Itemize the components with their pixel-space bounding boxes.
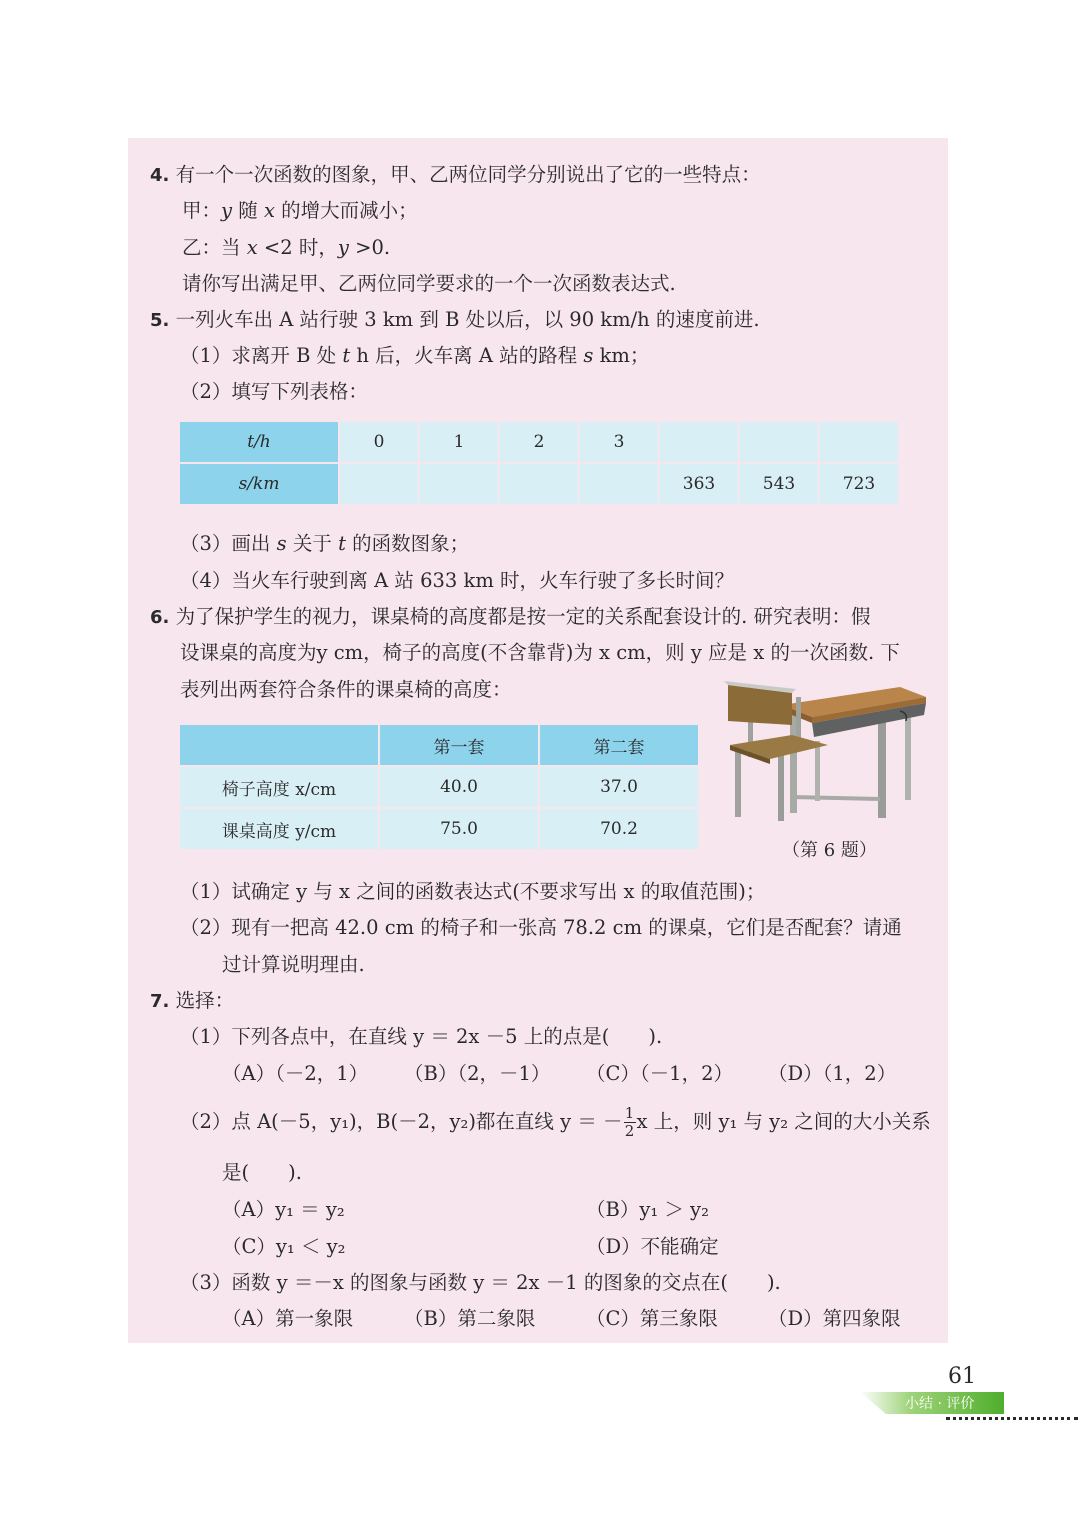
q7-p1-option-a: （A）（－2，1） (222, 1062, 369, 1085)
q7-part2: （2）点 A(－5，y₁)，B(－2，y₂)都在直线 y ＝ － $\frac{1}{2}$ x 上，则 y₁ 与 y₂ 之间的大小关系 (180, 1104, 931, 1140)
q5-part1: （1）求离开 B 处 t h 后，火车离 A 站的路程 s km； (180, 344, 650, 367)
table-cell: 543 (739, 463, 819, 505)
table-cell: 70.2 (539, 808, 698, 850)
q6-line3: 表列出两套符合条件的课桌椅的高度： (180, 678, 512, 701)
q7-p3-option-b: （B）第二象限 (404, 1307, 536, 1330)
fraction-one-half: $\frac{1}{2}$ (624, 1104, 635, 1140)
figure-caption: （第 6 题） (782, 840, 877, 861)
table-cell (579, 463, 659, 505)
q5-line1: 5. 一列火车出 A 站行驶 3 km 到 B 处以后，以 90 km/h 的速度前进. (150, 308, 760, 331)
q6-col2-header: 第二套 (539, 725, 698, 766)
page-number: 61 (948, 1364, 976, 1389)
table-cell (419, 463, 499, 505)
q5-part4: （4）当火车行驶到离 A 站 633 km 时，火车行驶了多长时间？ (180, 569, 735, 592)
q7-p2-option-b: （B）y₁ ＞ y₂ (586, 1198, 709, 1221)
table-cell (739, 422, 819, 463)
q6-row1-label: 椅子高度 x/cm (180, 766, 379, 808)
q7-part2-cont: 是( ). (222, 1161, 302, 1184)
q5-row1-header: t/h (180, 422, 339, 463)
q6-col1-header: 第一套 (379, 725, 539, 766)
q7-p3-option-c: （C）第三象限 (586, 1307, 718, 1330)
q5-part2: （2）填写下列表格： (180, 380, 368, 403)
table-row (180, 725, 698, 766)
q6-row2-label: 课桌高度 y/cm (180, 808, 379, 850)
table-cell (499, 463, 579, 505)
table-cell: 1 (419, 422, 499, 463)
table-cell (819, 422, 898, 463)
desk-chair-illustration (720, 675, 930, 825)
q7-part3: （3）函数 y ＝－x 的图象与函数 y ＝ 2x －1 的图象的交点在( ). (180, 1271, 781, 1294)
table-row (180, 808, 698, 850)
q7-p3-option-a: （A）第一象限 (222, 1307, 354, 1330)
q7-p2-option-a: （A）y₁ ＝ y₂ (222, 1198, 345, 1221)
q4-jia: 甲：y 随 x 的增大而减小； (182, 199, 418, 222)
q7-title: 7. 选择： (150, 989, 235, 1012)
q7-part1: （1）下列各点中，在直线 y ＝ 2x －5 上的点是( ). (180, 1025, 663, 1048)
q7-p2-option-d: （D）不能确定 (586, 1235, 719, 1258)
footer-dotted-line (946, 1417, 1078, 1420)
q6-part2-cont: 过计算说明理由. (222, 953, 365, 976)
q5-part3: （3）画出 s 关于 t 的函数图象； (180, 532, 470, 555)
q6-line1: 6. 为了保护学生的视力，课桌椅的高度都是按一定的关系配套设计的. 研究表明：假 (150, 605, 871, 628)
table-cell: 0 (339, 422, 419, 463)
q6-part1: （1）试确定 y 与 x 之间的函数表达式(不要求写出 x 的取值范围)； (180, 880, 766, 903)
q4-line4: 请你写出满足甲、乙两位同学要求的一个一次函数表达式. (182, 272, 676, 295)
table-cell: 75.0 (379, 808, 539, 850)
table-cell: 37.0 (539, 766, 698, 808)
q7-p3-option-d: （D）第四象限 (768, 1307, 901, 1330)
q6-line2: 设课桌的高度为y cm，椅子的高度(不含靠背)为 x cm，则 y 应是 x 的一次函数. 下 (180, 641, 900, 664)
table-row (180, 422, 898, 463)
q6-table (180, 725, 698, 851)
q5-table (180, 422, 898, 506)
q7-p1-option-b: （B）（2，－1） (404, 1062, 551, 1085)
table-header-empty (180, 725, 379, 766)
table-row (180, 766, 698, 808)
table-cell (339, 463, 419, 505)
q4-line1: 4. 有一个一次函数的图象，甲、乙两位同学分别说出了它的一些特点： (150, 163, 761, 186)
section-tag: 小结 · 评价 (905, 1396, 975, 1412)
q5-row2-header: s/km (180, 463, 339, 505)
table-row (180, 463, 898, 505)
table-cell: 363 (659, 463, 739, 505)
q4-yi: 乙：当 x <2 时，y >0. (182, 236, 391, 259)
q7-p1-option-c: （C）（－1，2） (586, 1062, 733, 1085)
q7-p2-option-c: （C）y₁ ＜ y₂ (222, 1235, 346, 1258)
table-cell: 3 (579, 422, 659, 463)
q6-part2: （2）现有一把高 42.0 cm 的椅子和一张高 78.2 cm 的课桌，它们是否配套？请通 (180, 916, 902, 939)
table-cell: 40.0 (379, 766, 539, 808)
table-cell: 2 (499, 422, 579, 463)
q7-p1-option-d: （D）（1，2） (768, 1062, 897, 1085)
table-cell (659, 422, 739, 463)
table-cell: 723 (819, 463, 898, 505)
